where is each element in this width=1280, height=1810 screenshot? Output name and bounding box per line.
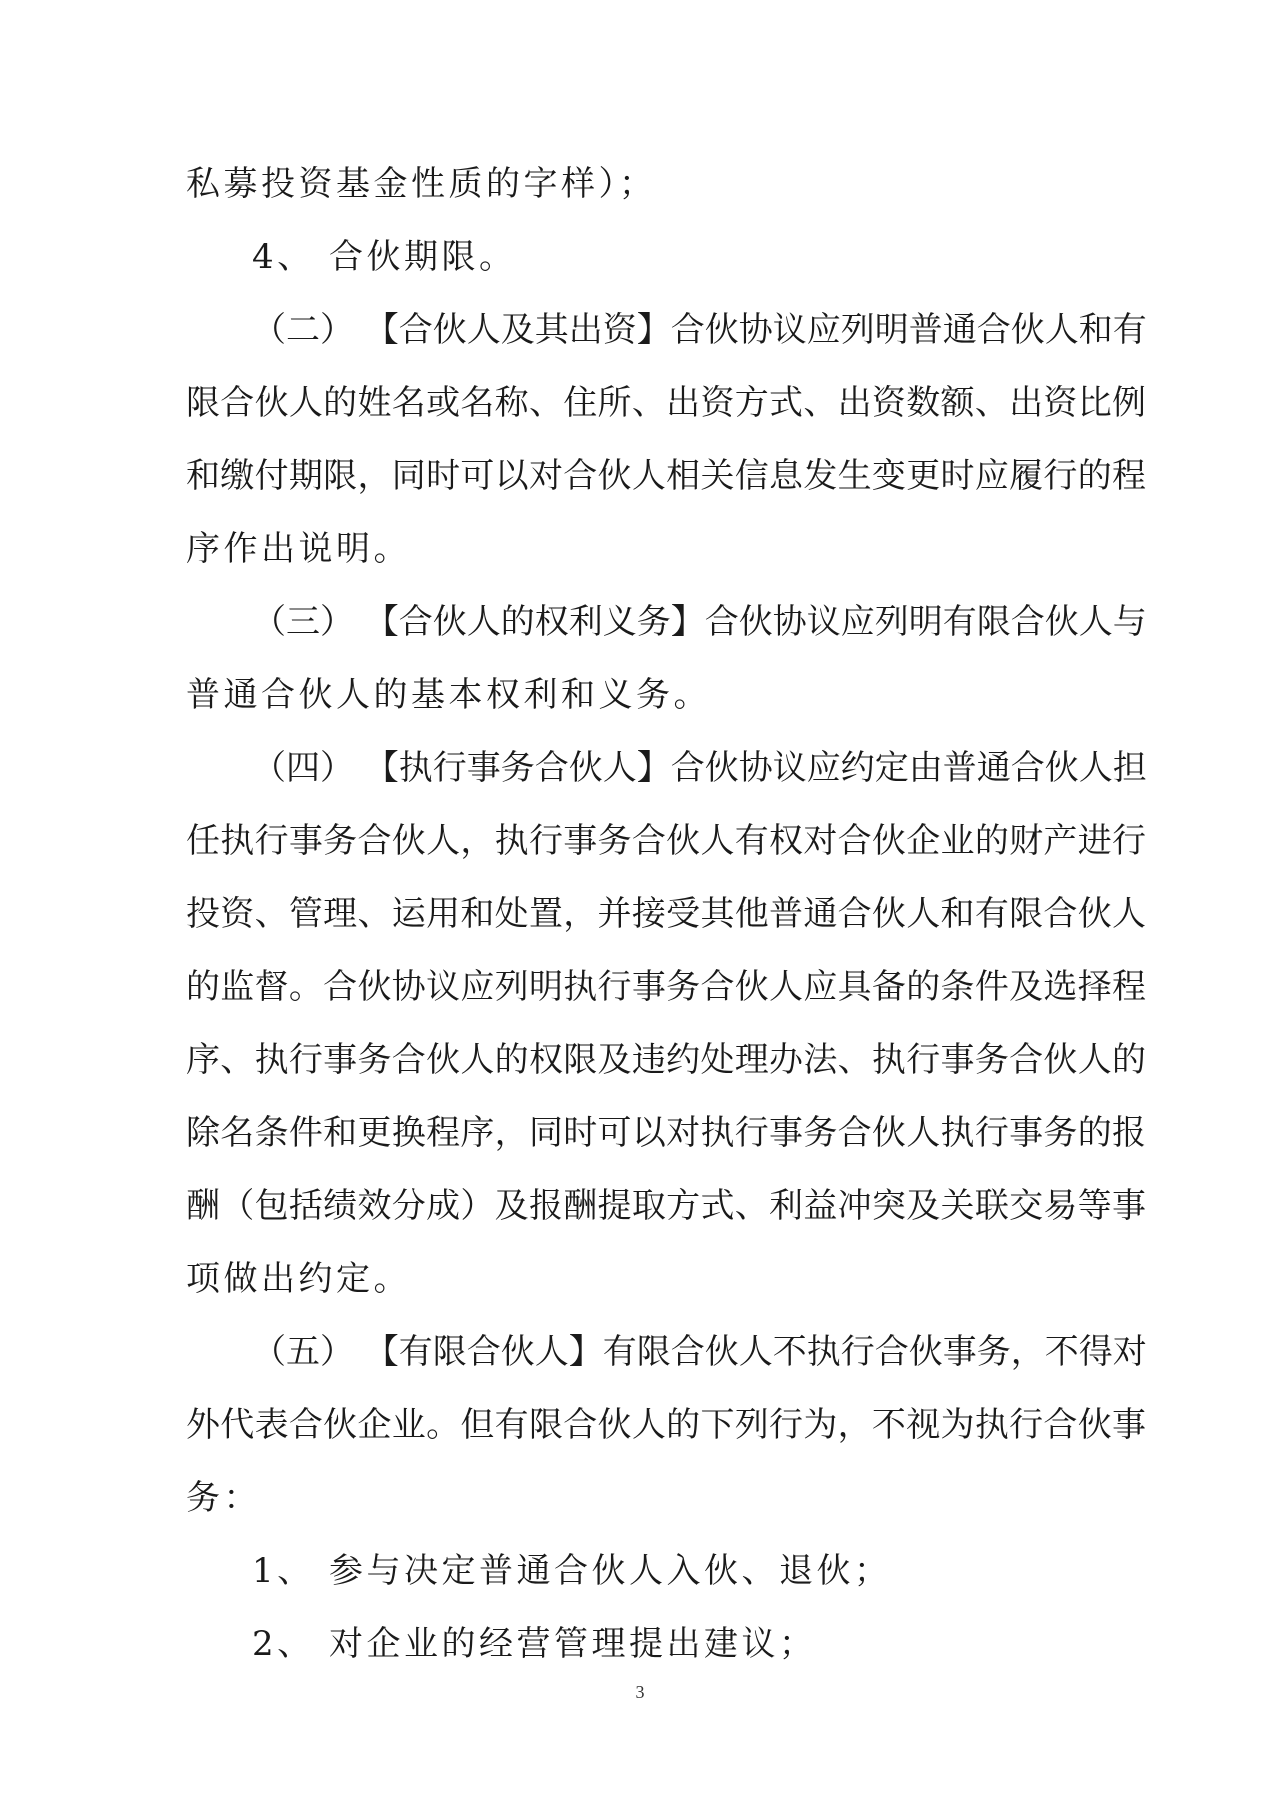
text-line: 私募投资基金性质的字样）；	[186, 164, 657, 204]
section-heading-line: （四） 【执行事务合伙人】合伙协议应约定由普通合伙人担	[252, 748, 1147, 788]
list-item: 4、 合伙期限。	[252, 237, 517, 277]
text-line: 项做出约定。	[186, 1259, 411, 1299]
text-line: 序、执行事务合伙人的权限及违约处理办法、执行事务合伙人的	[186, 1040, 1146, 1080]
text-line: 务：	[186, 1478, 261, 1518]
text-line: 限合伙人的姓名或名称、住所、出资方式、出资数额、出资比例	[186, 383, 1146, 423]
text-line: 外代表合伙企业。但有限合伙人的下列行为，不视为执行合伙事	[186, 1405, 1146, 1445]
text-line: 任执行事务合伙人，执行事务合伙人有权对合伙企业的财产进行	[186, 821, 1146, 861]
page-number: 3	[635, 1682, 645, 1702]
section-heading-line: （二） 【合伙人及其出资】合伙协议应列明普通合伙人和有	[252, 310, 1147, 350]
text-line: 和缴付期限，同时可以对合伙人相关信息发生变更时应履行的程	[186, 456, 1146, 496]
text-line: 酬（包括绩效分成）及报酬提取方式、利益冲突及关联交易等事	[186, 1186, 1146, 1226]
text-line: 的监督。合伙协议应列明执行事务合伙人应具备的条件及选择程	[186, 967, 1146, 1007]
text-line: 投资、管理、运用和处置，并接受其他普通合伙人和有限合伙人	[186, 894, 1146, 934]
text-line: 序作出说明。	[186, 529, 411, 569]
text-line: 除名条件和更换程序，同时可以对执行事务合伙人执行事务的报	[186, 1113, 1146, 1153]
section-heading-line: （五） 【有限合伙人】有限合伙人不执行合伙事务，不得对	[252, 1332, 1147, 1372]
list-item: 1、 参与决定普通合伙人入伙、退伙；	[252, 1551, 892, 1591]
section-heading-line: （三） 【合伙人的权利义务】合伙协议应列明有限合伙人与	[252, 602, 1147, 642]
list-item: 2、 对企业的经营管理提出建议；	[252, 1624, 817, 1664]
text-line: 普通合伙人的基本权利和义务。	[186, 675, 711, 715]
